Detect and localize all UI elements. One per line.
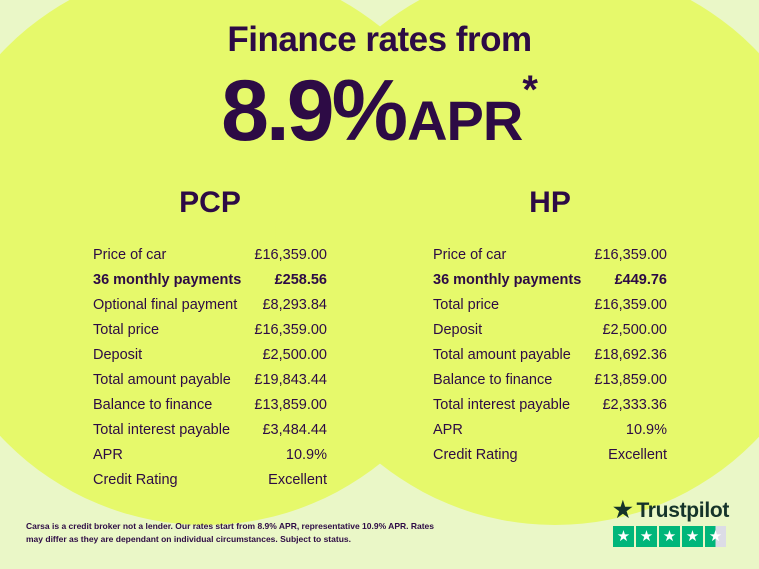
table-row xyxy=(433,342,667,367)
row-label: Balance to finance xyxy=(93,396,213,413)
row-label: APR xyxy=(433,421,463,438)
table-row xyxy=(433,242,667,267)
row-value: £2,333.36 xyxy=(602,396,667,413)
table-row xyxy=(93,392,327,417)
panel-title-pcp: PCP xyxy=(179,186,241,219)
table-row xyxy=(433,367,667,392)
row-value: £2,500.00 xyxy=(602,321,667,338)
table-row xyxy=(93,267,327,292)
headline-asterisk: * xyxy=(522,68,538,112)
table-row xyxy=(433,392,667,417)
trustpilot-star-icon: ★ xyxy=(613,497,633,522)
rating-star-3: ★ xyxy=(659,526,680,547)
trustpilot-wordmark xyxy=(613,499,733,521)
row-value: £2,500.00 xyxy=(262,346,327,363)
row-label: APR xyxy=(93,446,123,463)
rating-star-5-half: ★ xyxy=(705,526,726,547)
table-row xyxy=(433,317,667,342)
row-label: Balance to finance xyxy=(433,371,553,388)
disclaimer-text: Carsa is a credit broker not a lender. Our rates start from 8.9% APR, representative 10.9% APR. Rates may differ as they are dependant on individual circumstances. Subject to status. xyxy=(26,521,435,544)
row-label: Total amount payable xyxy=(93,371,231,388)
row-value: £18,692.36 xyxy=(594,346,667,363)
trustpilot-label: Trustpilot xyxy=(636,498,730,522)
row-value: Excellent xyxy=(608,446,667,463)
row-label: Total interest payable xyxy=(93,421,231,438)
row-label: Price of car xyxy=(433,246,507,263)
table-row xyxy=(93,292,327,317)
panel-rows-pcp xyxy=(60,242,360,492)
trustpilot-badge xyxy=(613,499,733,547)
row-value: £13,859.00 xyxy=(594,371,667,388)
table-row xyxy=(433,292,667,317)
table-row xyxy=(93,242,327,267)
table-row xyxy=(93,342,327,367)
row-value: £16,359.00 xyxy=(594,246,667,263)
rating-star-1: ★ xyxy=(613,526,634,547)
row-label: Deposit xyxy=(433,321,483,338)
row-value: £16,359.00 xyxy=(594,296,667,313)
row-label: Price of car xyxy=(93,246,167,263)
table-row xyxy=(93,317,327,342)
table-row xyxy=(433,417,667,442)
row-label: Credit Rating xyxy=(433,446,518,463)
row-label: Optional final payment xyxy=(93,296,238,313)
table-row xyxy=(93,367,327,392)
trustpilot-rating-stars xyxy=(613,526,733,547)
row-value: £13,859.00 xyxy=(254,396,327,413)
table-row xyxy=(433,267,667,292)
page-title: Finance rates from xyxy=(227,20,532,59)
row-value: £258.56 xyxy=(274,271,327,288)
row-value: £16,359.00 xyxy=(254,321,327,338)
headline-apr-label: APR xyxy=(407,89,523,152)
row-value: £16,359.00 xyxy=(254,246,327,263)
panel-rows-hp xyxy=(400,242,700,467)
row-value: 10.9% xyxy=(285,446,327,463)
row-value: £449.76 xyxy=(614,271,667,288)
row-value: 10.9% xyxy=(625,421,667,438)
row-label: Deposit xyxy=(93,346,143,363)
rating-star-2: ★ xyxy=(636,526,657,547)
row-value: Excellent xyxy=(268,471,327,488)
table-row xyxy=(93,442,327,467)
row-label: Total amount payable xyxy=(433,346,571,363)
row-label: 36 monthly payments xyxy=(433,271,582,288)
row-value: £3,484.44 xyxy=(262,421,327,438)
headline-rate-value: 8.9% xyxy=(221,63,406,159)
finance-panel-pcp xyxy=(60,186,360,492)
row-value: £19,843.44 xyxy=(254,371,327,388)
row-label: Total price xyxy=(93,321,160,338)
finance-panel-hp xyxy=(400,186,700,467)
table-row xyxy=(93,467,327,492)
row-label: Credit Rating xyxy=(93,471,178,488)
row-label: 36 monthly payments xyxy=(93,271,242,288)
table-row xyxy=(93,417,327,442)
headline-rate xyxy=(0,62,759,161)
row-label: Total interest payable xyxy=(433,396,571,413)
row-label: Total price xyxy=(433,296,500,313)
table-row xyxy=(433,442,667,467)
rating-star-4: ★ xyxy=(682,526,703,547)
panel-title-hp: HP xyxy=(529,186,571,219)
row-value: £8,293.84 xyxy=(262,296,327,313)
